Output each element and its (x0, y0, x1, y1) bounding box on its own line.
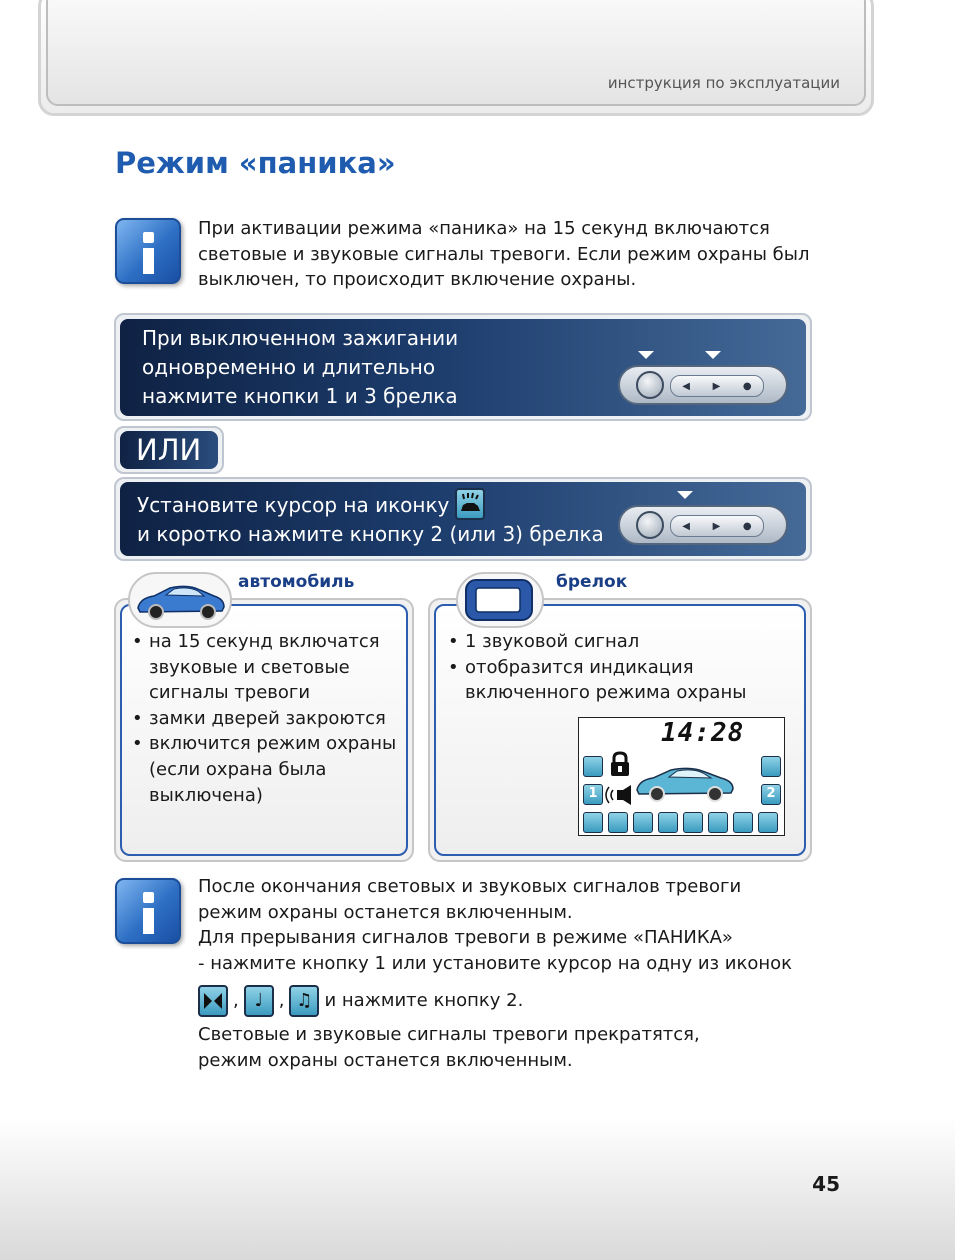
list-item-line: включенного режима охраны (465, 682, 747, 704)
list-item-line: выключена) (149, 784, 263, 806)
lcd-double-note-icon (708, 812, 728, 833)
header-caption: инструкция по эксплуатации (607, 74, 840, 92)
note-icon: ♩ (244, 985, 274, 1017)
intro-line: выключен, то происходит включение охраны. (198, 269, 637, 290)
lcd-temp-icon (633, 812, 653, 833)
page-title: Режим «паника» (115, 146, 396, 180)
panel-2-line-2: и коротко нажмите кнопку 2 (или 3) брелка (137, 522, 604, 546)
key-fob-image (618, 365, 788, 405)
list-item-line: • замки дверей закроются (149, 707, 386, 729)
fob-pad (670, 375, 764, 397)
lcd-siren-icon (605, 784, 635, 806)
lcd-number-2: 2 (761, 784, 781, 805)
key-fob-image (618, 505, 788, 545)
fob-dot-icon: ● (742, 520, 752, 532)
panel-2 (120, 482, 806, 556)
icon-separator: , (278, 990, 285, 1012)
note-end-paragraph (198, 1022, 838, 1073)
list-item-line: звуковые и световые (149, 656, 350, 678)
car-effects-list (132, 629, 404, 808)
lcd-note-icon (683, 812, 703, 833)
lcd-refresh-icon (583, 812, 603, 833)
fob-right-arrow-icon: ▶ (712, 380, 721, 392)
icon-separator: , (233, 990, 239, 1012)
info-icon (115, 878, 181, 944)
panic-car-icon (455, 488, 485, 520)
note-line: - нажмите кнопку 1 или установите курсор на одну из иконок (198, 952, 793, 974)
panel-1-line: При выключенном зажигании (142, 326, 459, 350)
note-line: После окончания световых и звуковых сигналов тревоги (198, 876, 742, 897)
lcd-lights-icon (658, 812, 678, 833)
fob-left-arrow-icon: ◀ (682, 380, 690, 392)
panel-2-text (137, 491, 604, 549)
lcd-time: 14:28 (661, 718, 745, 748)
note-icons-row (198, 985, 523, 1017)
car-icon (130, 574, 230, 626)
fob-image-frame (456, 572, 544, 628)
list-item (132, 731, 404, 808)
list-item (132, 629, 404, 706)
intro-paragraph (198, 216, 838, 293)
list-item-line: сигналы тревоги (149, 682, 311, 704)
note-paragraph (198, 874, 838, 976)
lights-icon (198, 985, 228, 1017)
or-label: ИЛИ (120, 431, 218, 469)
panel-1 (120, 319, 806, 416)
double-note-icon: ♫ (289, 985, 319, 1017)
lcd-gauge-icon (761, 756, 781, 777)
page-number: 45 (812, 1172, 840, 1196)
info-icon (115, 218, 181, 284)
list-item-line: (если охрана была (149, 758, 327, 780)
panel-2-line-1: Установите курсор на иконку (137, 493, 450, 517)
list-item (448, 629, 798, 655)
lcd-search-icon (733, 812, 753, 833)
note-line: Для прерывания сигналов тревоги в режиме «ПАНИКА» (198, 927, 733, 948)
note-end-line: режим охраны останется включенным. (198, 1049, 573, 1071)
panel-1-line: одновременно и длительно (142, 355, 436, 379)
button-2-marker-icon (677, 491, 693, 499)
car-box-label: автомобиль (238, 572, 355, 592)
fob-left-arrow-icon: ◀ (682, 520, 690, 532)
button-1-marker-icon (638, 351, 654, 359)
lcd-car-icon (633, 758, 737, 806)
lcd-number-1: 1 (583, 784, 603, 805)
lcd-trunk-icon (583, 756, 603, 777)
list-item-line: • отобразится индикация (465, 656, 694, 678)
lcd-wrench-icon (608, 812, 628, 833)
list-item (448, 655, 798, 706)
panel-1-text (142, 324, 458, 411)
lcd-panic-icon (758, 812, 778, 833)
key-fob-icon (458, 574, 542, 626)
list-item (132, 706, 404, 732)
fob-box-label: брелок (556, 572, 628, 592)
fob-dot-icon: ● (742, 380, 752, 392)
lcd-lock-icon (607, 750, 633, 778)
list-item-line: • включится режим охраны (149, 733, 397, 755)
car-image-frame (128, 572, 232, 628)
icons-tail-text: и нажмите кнопку 2. (324, 990, 524, 1012)
intro-line: При активации режима «паника» на 15 секунд включаются (198, 218, 770, 239)
note-end-line: Световые и звуковые сигналы тревоги прекратятся, (198, 1024, 700, 1045)
note-line: режим охраны останется включенным. (198, 901, 573, 923)
intro-line: световые и звуковые сигналы тревоги. Если режим охраны был (198, 243, 810, 265)
fob-pad (670, 515, 764, 537)
fob-button-1 (636, 511, 664, 539)
fob-effects-list (448, 629, 798, 706)
list-item-line: • 1 звуковой сигнал (465, 631, 640, 652)
button-3-marker-icon (705, 351, 721, 359)
fob-button-1 (636, 371, 664, 399)
panel-1-line: нажмите кнопки 1 и 3 брелка (142, 384, 458, 408)
list-item-line: • на 15 секунд включатся (149, 631, 380, 652)
fob-lcd-display (578, 717, 785, 836)
fob-right-arrow-icon: ▶ (712, 520, 721, 532)
